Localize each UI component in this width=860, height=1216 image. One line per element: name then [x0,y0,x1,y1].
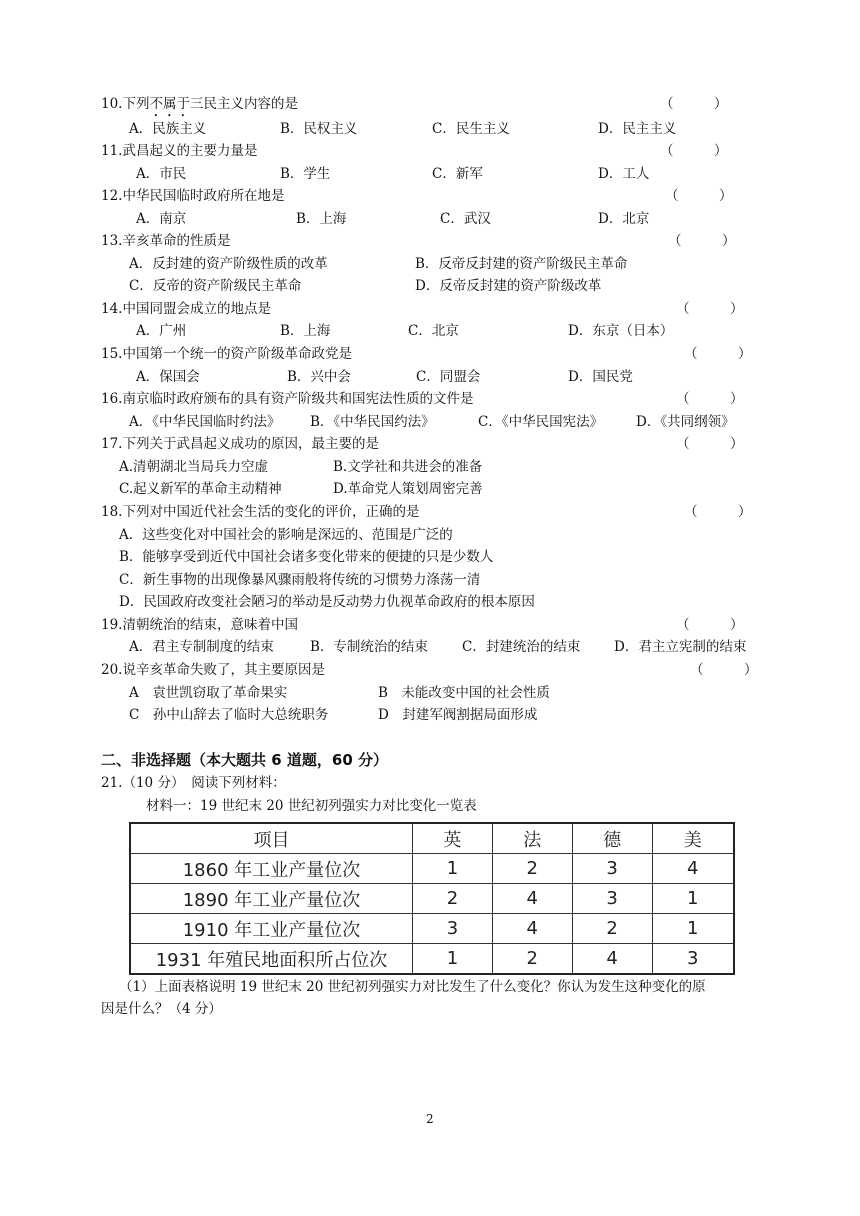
option-c: C．《中华民国宪法》 [478,414,604,430]
answer-paren: （ ） [676,436,744,452]
answer-paren: （ ） [665,188,733,204]
option-a: A．民族主义 [129,121,207,137]
option-d: D．国民党 [568,369,633,385]
option-d: D．民主主义 [598,121,677,137]
option-a: A．保国会 [136,369,200,385]
table-cell: 4 [652,854,734,884]
table-cell: 1931 年殖民地面积所占位次 [130,944,413,975]
option-d: D．民国政府改变社会陋习的举动是反动势力仇视革命政府的根本原因 [119,594,535,610]
question-19-stem: 19.清朝统治的结束，意味着中国 [101,617,298,633]
option-a: A．反封建的资产阶级性质的改革 [129,256,328,272]
option-d: D．君主立宪制的结束 [614,639,747,655]
option-a: A 袁世凯窃取了革命果实 [129,685,288,701]
option-d: D 封建军阀割据局面形成 [378,707,538,723]
sub-question-1-line-1: （1）上面表格说明 19 世纪末 20 世纪初列强实力对比发生了什么变化？你认为发生这种变化的原 [119,979,706,995]
page-number: 2 [426,1112,434,1126]
option-d: D．北京 [598,211,650,227]
answer-paren: （ ） [660,143,728,159]
option-b: B．兴中会 [287,369,351,385]
table-cell: 4 [572,944,652,975]
question-13-stem: 13.辛亥革命的性质是 [101,233,231,249]
table-cell: 3 [572,854,652,884]
option-a: A．君主专制制度的结束 [129,639,274,655]
emphasis-text: 不属于 [149,96,190,112]
option-a: A．广州 [136,323,187,339]
answer-paren: （ ） [676,617,744,633]
table-header-cell: 美 [652,823,734,854]
answer-paren: （ ） [684,504,752,520]
table-cell: 1 [652,914,734,944]
table-header-cell: 法 [492,823,572,854]
table-row [130,944,734,975]
option-a: A．市民 [136,166,187,182]
material-title: 材料一：19 世纪末 20 世纪初列强实力对比变化一览表 [146,798,477,814]
option-b: B．学生 [280,166,331,182]
table-cell: 3 [413,914,493,944]
option-b: B．反帝反封建的资产阶级民主革命 [415,256,628,272]
option-b: B．民权主义 [280,121,358,137]
option-c: C．北京 [408,323,459,339]
option-c: C 孙中山辞去了临时大总统职务 [129,707,329,723]
option-d: D.革命党人策划周密完善 [333,481,483,497]
answer-paren: （ ） [660,96,728,112]
question-16-stem: 16.南京临时政府颁布的具有资产阶级共和国宪法性质的文件是 [101,391,474,407]
answer-paren: （ ） [676,301,744,317]
question-11-stem: 11.武昌起义的主要力量是 [101,143,258,159]
option-a: A．这些变化对中国社会的影响是深远的、范围是广泛的 [119,527,453,543]
question-12-stem: 12.中华民国临时政府所在地是 [101,188,285,204]
option-b: B．上海 [296,211,347,227]
option-b: B 未能改变中国的社会性质 [378,685,550,701]
ranking-table [129,822,735,975]
option-c: C．同盟会 [416,369,481,385]
answer-paren: （ ） [668,233,736,249]
option-b: B.文学社和共进会的准备 [333,459,483,475]
answer-paren: （ ） [684,346,752,362]
question-14-stem: 14.中国同盟会成立的地点是 [101,301,271,317]
question-10-stem: 10.下列不属于三民主义内容的是 [101,96,298,112]
table-cell: 1 [413,944,493,975]
table-cell: 4 [492,914,572,944]
option-d: D．工人 [598,166,650,182]
table-cell: 3 [572,884,652,914]
table-header-row [130,823,734,854]
table-cell: 2 [492,944,572,975]
question-20-stem: 20.说辛亥革命失败了，其主要原因是 [101,662,325,678]
option-c: C．封建统治的结束 [462,639,581,655]
table-cell: 2 [572,914,652,944]
section-heading: 二、非选择题（本大题共 6 道题，60 分） [101,751,388,769]
table-cell: 1890 年工业产量位次 [130,884,413,914]
table-cell: 1 [413,854,493,884]
question-21-intro: 21.（10 分） 阅读下列材料： [101,775,286,791]
table-header-cell: 德 [572,823,652,854]
sub-question-1-line-2: 因是什么？（4 分） [101,1001,222,1017]
question-18-stem: 18.下列对中国近代社会生活的变化的评价，正确的是 [101,504,420,520]
option-c: C．新军 [432,166,483,182]
option-d: D．《共同纲领》 [636,414,735,430]
table-cell: 3 [652,944,734,975]
table-header-cell: 项目 [130,823,413,854]
option-a: A.清朝湖北当局兵力空虚 [119,459,269,475]
table-row [130,914,734,944]
table-row [130,854,734,884]
question-17-stem: 17.下列关于武昌起义成功的原因，最主要的是 [101,436,379,452]
answer-paren: （ ） [676,391,744,407]
option-a: A．《中华民国临时约法》 [129,414,281,430]
answer-paren: （ ） [690,662,758,678]
table-cell: 2 [492,854,572,884]
option-d: D．东京（日本） [568,323,674,339]
table-cell: 1 [652,884,734,914]
option-b: B．《中华民国约法》 [310,414,435,430]
table-header-cell: 英 [413,823,493,854]
option-b: B．专制统治的结束 [310,639,428,655]
option-c: C．反帝的资产阶级民主革命 [129,278,302,294]
option-c: C.起义新军的革命主动精神 [119,481,282,497]
option-d: D．反帝反封建的资产阶级改革 [415,278,602,294]
option-c: C．新生事物的出现像暴风骤雨般将传统的习惯势力涤荡一清 [119,572,481,588]
table-cell: 2 [413,884,493,914]
table-cell: 4 [492,884,572,914]
option-b: B．能够享受到近代中国社会诸多变化带来的便捷的只是少数人 [119,549,494,565]
table-cell: 1910 年工业产量位次 [130,914,413,944]
option-c: C．武汉 [440,211,491,227]
option-c: C．民生主义 [432,121,510,137]
table-cell: 1860 年工业产量位次 [130,854,413,884]
table-row [130,884,734,914]
question-15-stem: 15.中国第一个统一的资产阶级革命政党是 [101,346,352,362]
option-a: A．南京 [136,211,187,227]
option-b: B．上海 [280,323,331,339]
